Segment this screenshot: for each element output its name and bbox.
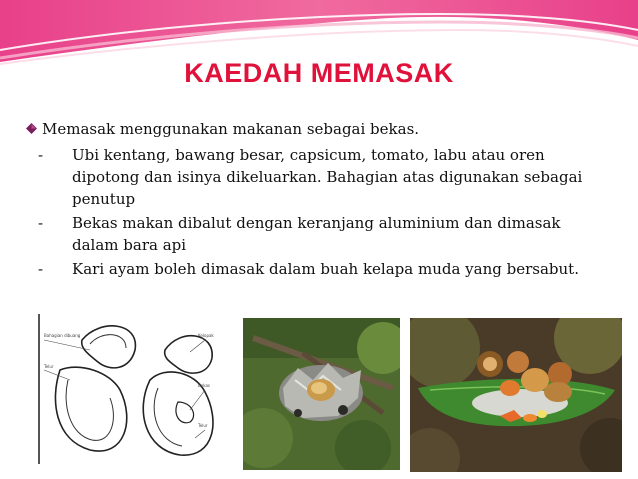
- sketch-image: [30, 310, 228, 470]
- dash-item-2: [26, 212, 626, 256]
- bullet-item: [26, 118, 626, 140]
- dash-line: penutup: [72, 190, 136, 208]
- sketch-label-a: Bahagian dibuang: [44, 333, 81, 338]
- diamond-bullet-icon: [26, 123, 37, 134]
- sketch-label-b: Telur: [44, 364, 54, 369]
- banana-leaf-food-photo: [410, 318, 622, 472]
- dash-item-1: [26, 144, 626, 210]
- dash-line: Ubi kentang, bawang besar, capsicum, tomato, labu atau oren: [72, 146, 545, 164]
- dash-line: Kari ayam boleh dimasak dalam buah kelapa muda yang bersabut.: [72, 260, 579, 278]
- foil-parcel-photo: [243, 318, 400, 470]
- sketch-label-d: Bekas: [198, 383, 210, 388]
- dash-line: dipotong dan isinya dikeluarkan. Bahagian atas digunakan sebagai: [72, 168, 583, 186]
- dash-mark: -: [38, 146, 44, 164]
- sketch-label-c: Kelopak: [198, 333, 214, 338]
- content-text: [26, 118, 626, 280]
- dash-mark: -: [38, 260, 44, 278]
- dash-line: dalam bara api: [72, 236, 187, 254]
- sketch-label-e: Telur: [198, 423, 208, 428]
- bullet-text: Memasak menggunakan makanan sebagai bekas.: [42, 120, 420, 138]
- slide-title: KAEDAH MEMASAK: [184, 58, 454, 88]
- dash-item-3: [26, 258, 626, 280]
- dash-mark: -: [38, 214, 44, 232]
- dash-line: Bekas makan dibalut dengan keranjang aluminium dan dimasak: [72, 214, 561, 232]
